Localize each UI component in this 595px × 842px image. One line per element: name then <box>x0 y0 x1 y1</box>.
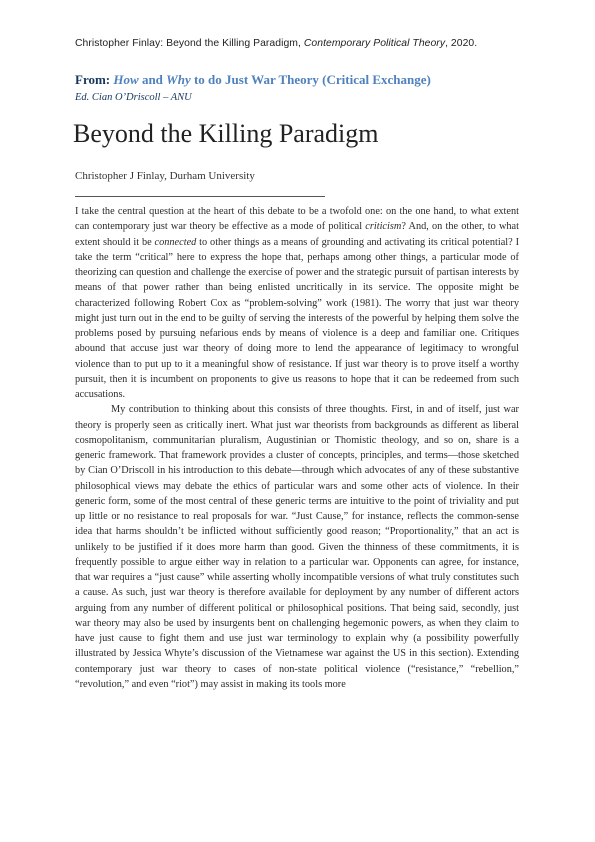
article-title: Beyond the Killing Paradigm <box>73 119 379 148</box>
author-byline: Christopher J Finlay, Durham University <box>75 170 255 182</box>
title-divider <box>75 196 325 197</box>
source-title <box>113 72 430 87</box>
paragraph-2: My contribution to thinking about this consists of three thoughts. First, in and of itself, just war theory is properly seen as critically inert. What just war theorists from backgrounds as different as liberal cosmopolitanism, communitarian pluralism, Augustinian or Thomistic theology, and so on, share is a generic framework. That framework provides a cluster of concepts, principles, and terms—those sketched by Cian O’Driscoll in his introduction to this debate—through which advocates of any of these substantive philosophical views may debate the ethics of particular wars and some other acts of violence. In their generic form, some of the most central of these generic terms are intuitive to the point of triviality and put up little or no resistance to real proposals for war. “Just Cause,” for instance, reflects the common-sense idea that harms shouldn’t be inflicted without sufficiently good reason; “Proportionality,” that an act is unlikely to be justified if it does more harm than good. Given the thinness of these commitments, it is frequently possible to argue either way in relation to a particular war. Opponents can agree, for instance, that war requires a “just cause” while asserting wholly incompatible versions of what truly constitutes such a cause. As such, just war theory is therefore available for deployment by any number of different actors arguing from any number of different political or philosophical positions. That being said, secondly, just war theory may also be used by insurgents bent on challenging hegemonic powers, as when they claim to have just cause to fight them and use just war terminology to explain why (a possibility powerfully illustrated by Jessica Whyte’s discussion of the Vietnamese war against the US in this section). Extending contemporary just war theory to cases of non-state political violence (“resistance,” “rebellion,” “revolution,” and even “riot”) may assist in making its tools more <box>75 404 519 690</box>
source-how: How <box>113 72 139 87</box>
editor-line: Ed. Cian O’Driscoll – ANU <box>75 92 192 103</box>
p1-text-2: ? And, on the other, to what extent should it be <box>75 221 519 248</box>
source-and: and <box>138 72 167 87</box>
source-line <box>75 72 431 88</box>
citation-prefix: Christopher Finlay: Beyond the Killing Paradigm, <box>75 38 304 49</box>
p1-emphasis-connected: connected <box>154 236 197 248</box>
p1-text-3: to other things as a means of grounding and activating its critical potential? I take the term “critical” here to express the hope that, perhaps among other things, a particular mode of theorizing can question and challenge the exercise of power and the strategic pursuit of partisan interests by means of that power rather than being enlisted uncritically in its service. The opposite might be characterized following Robert Cox as “problem-solving” work (1981). The worry that just war theory might just turn out in the end to be guilty of serving the interests of the powerful by helping them solve the problems posed by pursuing nefarious ends by means of violence is a deep and familiar one. Critiques abound that accuse just war theory of doing more to lend the appearance of legitimacy to wrongful violence than to put up to it a meaningful show of resistance. If just war theory is to prove itself a worthy pursuit, then it is incumbent on proponents to give us reasons to hope that it can be redeemed from such accusations. <box>75 236 519 400</box>
p1-emphasis-criticism: criticism <box>365 221 402 233</box>
p1-text-1: I take the central question at the heart of this debate to be a twofold one: on the one hand, to what extent can contemporary just war theory be effective as a mode of political <box>75 206 519 233</box>
from-label: From: <box>75 72 114 87</box>
journal-name: Contemporary Political Theory <box>303 38 446 49</box>
source-why: Why <box>166 72 191 87</box>
citation-suffix: , 2020. <box>445 38 478 49</box>
running-header <box>75 38 477 49</box>
paragraph-1 <box>75 204 519 402</box>
source-rest: to do Just War Theory (Critical Exchange) <box>190 72 431 87</box>
article-body <box>75 204 519 692</box>
